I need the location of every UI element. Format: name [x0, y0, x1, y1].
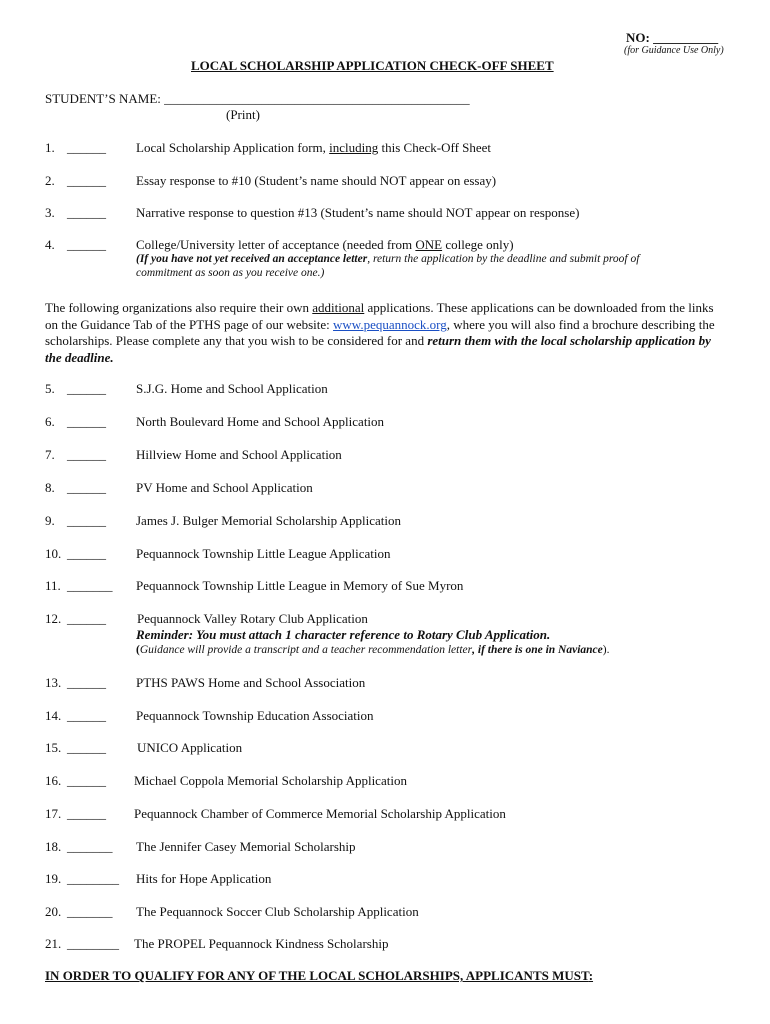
item-checkbox-blank[interactable]: ______ — [67, 708, 106, 723]
item-number: 14. — [45, 708, 62, 723]
item-checkbox-blank[interactable]: _______ — [67, 904, 113, 919]
checklist-item — [45, 904, 113, 920]
item-text: Pequannock Township Little League in Memory of Sue Myron — [136, 578, 464, 593]
item-checkbox-blank[interactable]: ______ — [67, 740, 106, 755]
item-checkbox-blank[interactable]: ______ — [67, 205, 106, 220]
item-number: 11. — [45, 578, 61, 593]
item-checkbox-blank[interactable]: ______ — [67, 806, 106, 821]
student-name-row — [45, 91, 470, 107]
guidance-use-note: (for Guidance Use Only) — [624, 45, 724, 56]
item-checkbox-blank[interactable]: ______ — [67, 237, 106, 252]
item-number: 9. — [45, 513, 55, 528]
checklist-item — [45, 740, 106, 756]
item-description — [136, 381, 328, 397]
item-text: College/University letter of acceptance (needed from — [136, 237, 416, 252]
acceptance-note — [136, 253, 639, 265]
item-number: 3. — [45, 205, 55, 220]
item-text: The Jennifer Casey Memorial Scholarship — [136, 839, 356, 854]
item-description — [136, 708, 374, 724]
item-emphasis: ONE — [415, 237, 443, 252]
qualify-text: IN ORDER TO QUALIFY FOR ANY OF THE LOCAL SCHOLARSHIPS, APPLICANTS MUST — [45, 968, 589, 983]
guidance-note — [136, 644, 610, 656]
student-name-label: STUDENT’S NAME: — [45, 91, 165, 106]
item-description — [136, 675, 365, 691]
item-description — [136, 173, 496, 189]
item-checkbox-blank[interactable]: ______ — [67, 414, 106, 429]
item-checkbox-blank[interactable]: ______ — [67, 773, 106, 788]
checklist-item — [45, 480, 106, 496]
item-checkbox-blank[interactable]: ______ — [67, 513, 106, 528]
page-title: LOCAL SCHOLARSHIP APPLICATION CHECK-OFF SHEET — [191, 58, 554, 73]
checklist-item — [45, 936, 119, 952]
item-text: North Boulevard Home and School Application — [136, 414, 385, 429]
item-text: The Pequannock Soccer Club Scholarship Application — [136, 904, 419, 919]
item-number: 12. — [45, 611, 62, 626]
item-text: Hillview Home and School Application — [136, 447, 342, 462]
qualify-heading — [45, 968, 593, 984]
item-number: 19. — [45, 871, 62, 886]
item-number: 8. — [45, 480, 55, 495]
guidance-number-label: NO: __________ — [626, 30, 719, 45]
checklist-item — [45, 871, 119, 887]
checklist-item — [45, 140, 106, 156]
item-checkbox-blank[interactable]: ______ — [67, 480, 106, 495]
item-checkbox-blank[interactable]: ______ — [67, 611, 106, 626]
item-description — [136, 513, 401, 529]
item-number: 13. — [45, 675, 62, 690]
item-text: college only) — [442, 237, 514, 252]
item-checkbox-blank[interactable]: ______ — [67, 447, 106, 462]
item-text: Narrative response to question #13 (Student’s name should NOT appear on response) — [136, 205, 580, 220]
item-description — [134, 806, 506, 822]
item-checkbox-blank[interactable]: ______ — [67, 546, 106, 561]
item-text: PTHS PAWS Home and School Association — [136, 675, 366, 690]
item-text: The PROPEL Pequannock Kindness Scholarship — [134, 936, 389, 951]
item-text: Pequannock Township Little League Application — [136, 546, 391, 561]
item-number: 18. — [45, 839, 62, 854]
item-text: Hits for Hope Application — [136, 871, 272, 886]
item-text: Pequannock Township Education Association — [136, 708, 374, 723]
item-checkbox-blank[interactable]: ______ — [67, 173, 106, 188]
item-text: James J. Bulger Memorial Scholarship Application — [136, 513, 402, 528]
item-number: 21. — [45, 936, 62, 951]
checklist-item — [45, 578, 113, 594]
item-text: UNICO Application — [137, 740, 243, 755]
item-checkbox-blank[interactable]: ______ — [67, 381, 106, 396]
item-description — [136, 871, 271, 887]
item-description — [136, 447, 342, 463]
item-checkbox-blank[interactable]: ________ — [67, 936, 119, 951]
item-text: Pequannock Valley Rotary Club Application — [137, 611, 368, 626]
checklist-item — [45, 708, 106, 724]
item-text: this Check-Off Sheet — [378, 140, 492, 155]
acceptance-note-rest: , return the application by the deadline and submit proof of — [367, 253, 640, 265]
item-description — [136, 904, 419, 920]
paragraph-deadline-note: return them with the local scholarship application by the deadline. — [45, 333, 711, 365]
checklist-item — [45, 675, 106, 691]
item-description — [136, 578, 463, 594]
item-checkbox-blank[interactable]: ________ — [67, 871, 119, 886]
item-text: Essay response to #10 (Student’s name should NOT appear on essay) — [136, 173, 497, 188]
item-number: 4. — [45, 237, 55, 252]
item-number: 10. — [45, 546, 62, 561]
checklist-item — [45, 447, 106, 463]
checklist-item — [45, 237, 106, 253]
website-link[interactable]: www.pequannock.org — [333, 316, 447, 332]
paragraph-text-3: , where you will also find a brochure describing the scholarships. Please complete any that you wish to be considered for and — [45, 316, 715, 348]
item-text: Michael Coppola Memorial Scholarship Application — [134, 773, 407, 788]
additional-applications-paragraph — [45, 300, 725, 366]
item-description — [137, 611, 368, 627]
item-description — [136, 546, 390, 562]
guidance-note-bold: , if there is one in Naviance — [472, 644, 603, 656]
item-checkbox-blank[interactable]: ______ — [67, 675, 106, 690]
guidance-note-open: ( — [136, 644, 140, 656]
item-description — [136, 140, 491, 156]
item-number: 17. — [45, 806, 62, 821]
guidance-note-italic: Guidance will provide a transcript and a teacher recommendation letter — [139, 644, 473, 656]
item-number: 16. — [45, 773, 62, 788]
checklist-item — [45, 173, 106, 189]
item-description — [134, 936, 388, 952]
item-number: 6. — [45, 414, 55, 429]
guidance-note-close: ). — [602, 644, 610, 656]
checklist-item — [45, 806, 106, 822]
student-name-field[interactable]: _______________________________________________ — [164, 91, 470, 106]
item-text: S.J.G. Home and School Application — [136, 381, 328, 396]
item-description — [136, 480, 313, 496]
checklist-item — [45, 839, 113, 855]
rotary-reminder: Reminder: You must attach 1 character reference to Rotary Club Application. — [136, 627, 551, 642]
checklist-item — [45, 381, 106, 397]
acceptance-note-bold: (If you have not yet received an acceptance letter — [136, 253, 368, 265]
checklist-item — [45, 773, 106, 789]
item-text: Pequannock Chamber of Commerce Memorial Scholarship Application — [134, 806, 506, 821]
item-number: 15. — [45, 740, 62, 755]
acceptance-note-line2: commitment as soon as you receive one.) — [136, 267, 325, 279]
checklist-item — [45, 513, 106, 529]
item-emphasis: including — [329, 140, 379, 155]
item-number: 20. — [45, 904, 62, 919]
checklist-item — [45, 414, 106, 430]
item-description — [137, 740, 242, 756]
item-text: PV Home and School Application — [136, 480, 313, 495]
item-number: 5. — [45, 381, 55, 396]
checklist-item — [45, 205, 106, 221]
paragraph-text-1: The following organizations also require their own — [45, 300, 313, 315]
item-text: Local Scholarship Application form, — [136, 140, 330, 155]
qualify-colon: : — [588, 968, 594, 983]
item-number: 7. — [45, 447, 55, 462]
paragraph-text-2: applications. These applications can be downloaded from the links on the Guidance Tab of the PTHS page of our website: — [45, 300, 714, 332]
item-description — [136, 414, 384, 430]
item-number: 1. — [45, 140, 55, 155]
item-checkbox-blank[interactable]: _______ — [67, 839, 113, 854]
item-description — [136, 205, 579, 221]
print-note: (Print) — [226, 107, 260, 122]
item-checkbox-blank[interactable]: ______ — [67, 140, 106, 155]
paragraph-additional: additional — [312, 300, 365, 315]
item-number: 2. — [45, 173, 55, 188]
item-checkbox-blank[interactable]: _______ — [67, 578, 113, 593]
checklist-item — [45, 611, 106, 627]
item-description — [136, 237, 514, 253]
item-description — [136, 839, 356, 855]
item-description — [134, 773, 407, 789]
checklist-item — [45, 546, 106, 562]
